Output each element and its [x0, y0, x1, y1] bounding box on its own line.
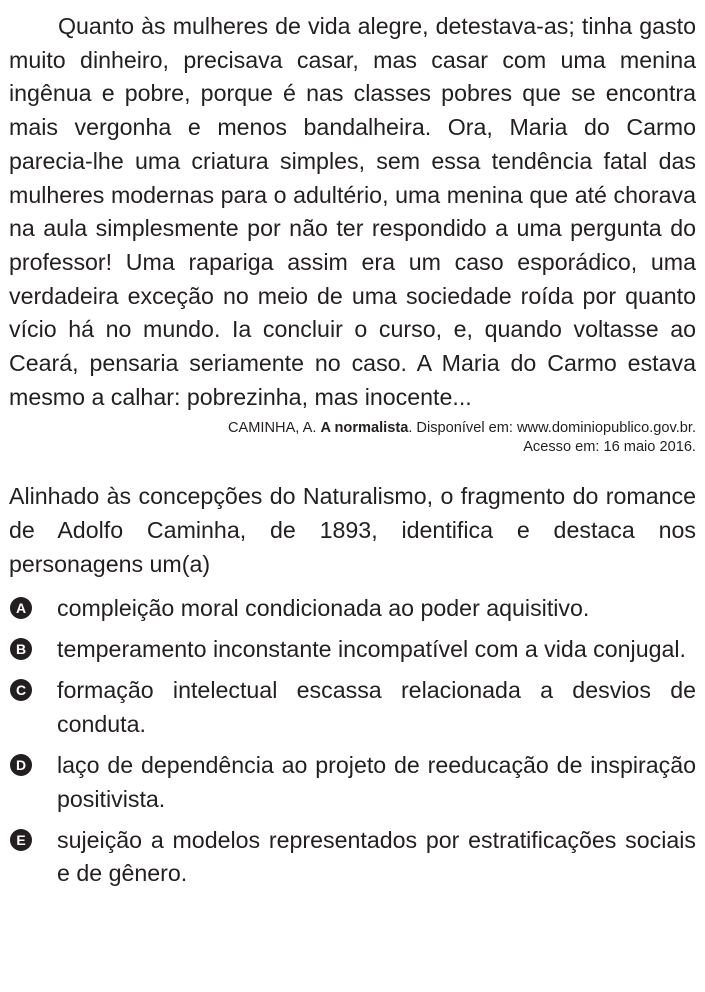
option-text: laço de dependência ao projeto de reeducação de inspiração positivista. — [57, 751, 696, 812]
option-text: sujeição a modelos representados por estratificações sociais e de gênero. — [57, 826, 696, 887]
citation-line-1 — [9, 419, 696, 438]
citation-availability: . Disponível em: www.dominiopublico.gov.br. — [408, 420, 696, 437]
question-stem: Alinhado às concepções do Naturalismo, o fragmento do romance de Adolfo Caminha, de 1893, identifica e destaca nos personagens um(a) — [9, 483, 696, 577]
source-citation — [9, 419, 696, 457]
option-letter-badge: C — [10, 679, 32, 701]
option-letter-badge: E — [10, 829, 32, 851]
option-d[interactable] — [9, 749, 696, 816]
option-letter-badge: B — [10, 638, 32, 660]
option-e[interactable] — [9, 824, 696, 891]
citation-author: CAMINHA, A. — [228, 420, 321, 437]
option-letter-badge: A — [10, 597, 32, 619]
passage-text: Quanto às mulheres de vida alegre, detestava-as; tinha gasto muito dinheiro, precisava casar, mas casar com uma menina ingênua e pobre, porque é nas classes pobres que se encontra mais vergonha e menos bandalheira. Ora, Maria do Carmo parecia-lhe uma criatura simples, sem essa tendência fatal das mulheres modernas para o adultério, uma menina que até chorava na aula simplesmente por não ter respondido a uma pergunta do professor! Uma rapariga assim era um caso esporádico, uma verdadeira exceção no meio de uma sociedade roída por quanto vício há no mundo. Ia concluir o curso, e, quando voltasse ao Ceará, pensaria seriamente no caso. A Maria do Carmo estava mesmo a calhar: pobrezinha, mas inocente... — [9, 13, 696, 410]
option-text: compleição moral condicionada ao poder aquisitivo. — [57, 594, 590, 621]
citation-access-date: Acesso em: 16 maio 2016. — [523, 439, 696, 456]
answer-options — [9, 592, 696, 892]
option-a[interactable] — [9, 592, 696, 626]
citation-book-title: A normalista — [320, 420, 409, 437]
option-letter-badge: D — [10, 754, 32, 776]
option-text: temperamento inconstante incompatível com a vida conjugal. — [57, 635, 686, 662]
option-c[interactable] — [9, 674, 696, 741]
option-text: formação intelectual escassa relacionada a desvios de conduta. — [57, 676, 696, 737]
option-b[interactable] — [9, 633, 696, 667]
